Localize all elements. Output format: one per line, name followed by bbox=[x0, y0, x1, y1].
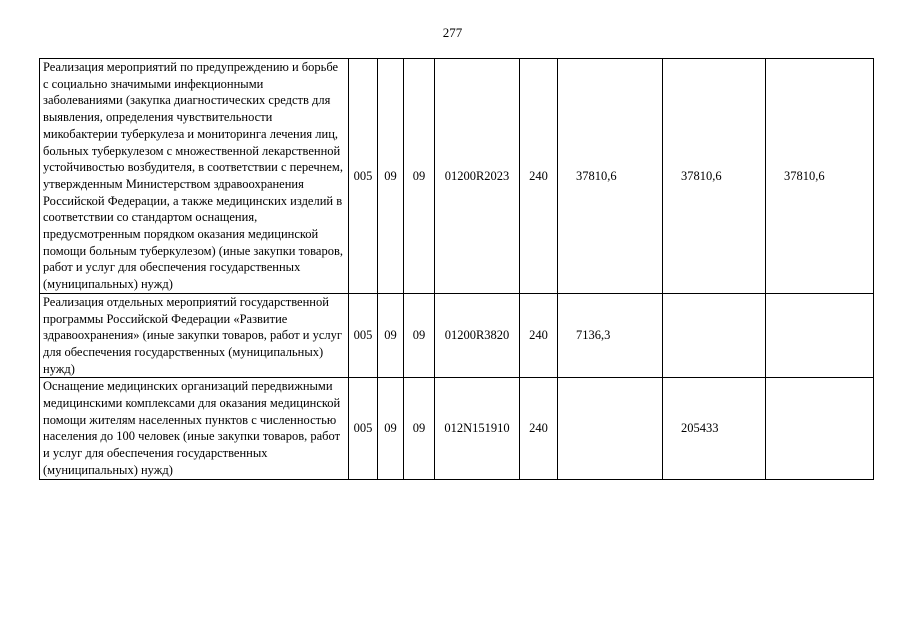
row-description: Реализация отдельных мероприятий государственной программы Российской Федерации «Развитие здравоохранения» (иные закупки товаров, работ и услуг для обеспечения государственных (муниципальных) нужд) bbox=[40, 293, 349, 378]
expense-type-code: 240 bbox=[520, 378, 558, 479]
target-article-code: 012N151910 bbox=[435, 378, 520, 479]
ministry-code: 005 bbox=[349, 378, 378, 479]
target-article-code: 01200R3820 bbox=[435, 293, 520, 378]
amount-1: 37810,6 bbox=[558, 59, 663, 294]
amount-2: 205433 bbox=[663, 378, 766, 479]
ministry-code: 005 bbox=[349, 293, 378, 378]
table-row bbox=[40, 293, 874, 378]
row-description: Реализация мероприятий по предупреждению и борьбе с социально значимыми инфекционными заболеваниями (закупка диагностических средств для выявления, определения чувствительности микобактерии туберкулеза и мониторинга лечения лиц, больных туберкулезом с множественной лекарственной устойчивостью возбудителя, в соответствии с перечнем, утвержденным Министерством здравоохранения Российской Федерации, а также медицинских изделий в соответствии со стандартом оснащения, предусмотренным порядком оказания медицинской помощи больным туберкулезом) (иные закупки товаров, работ и услуг для обеспечения государственных (муниципальных) нужд) bbox=[40, 59, 349, 294]
section-code: 09 bbox=[378, 378, 404, 479]
target-article-code: 01200R2023 bbox=[435, 59, 520, 294]
table-row bbox=[40, 59, 874, 294]
amount-1: 7136,3 bbox=[558, 293, 663, 378]
subsection-code: 09 bbox=[404, 378, 435, 479]
row-description: Оснащение медицинских организаций передвижными медицинскими комплексами для оказания медицинской помощи жителям населенных пунктов с численностью населения до 100 человек (иные закупки товаров, работ и услуг для обеспечения государственных (муниципальных) нужд) bbox=[40, 378, 349, 479]
amount-2: 37810,6 bbox=[663, 59, 766, 294]
page-number: 277 bbox=[442, 25, 463, 40]
budget-table bbox=[39, 58, 874, 480]
subsection-code: 09 bbox=[404, 293, 435, 378]
amount-3: 37810,6 bbox=[766, 59, 874, 294]
section-code: 09 bbox=[378, 293, 404, 378]
amount-3 bbox=[766, 378, 874, 479]
table-row bbox=[40, 378, 874, 479]
ministry-code: 005 bbox=[349, 59, 378, 294]
expense-type-code: 240 bbox=[520, 59, 558, 294]
amount-1 bbox=[558, 378, 663, 479]
expense-type-code: 240 bbox=[520, 293, 558, 378]
section-code: 09 bbox=[378, 59, 404, 294]
subsection-code: 09 bbox=[404, 59, 435, 294]
amount-3 bbox=[766, 293, 874, 378]
amount-2 bbox=[663, 293, 766, 378]
